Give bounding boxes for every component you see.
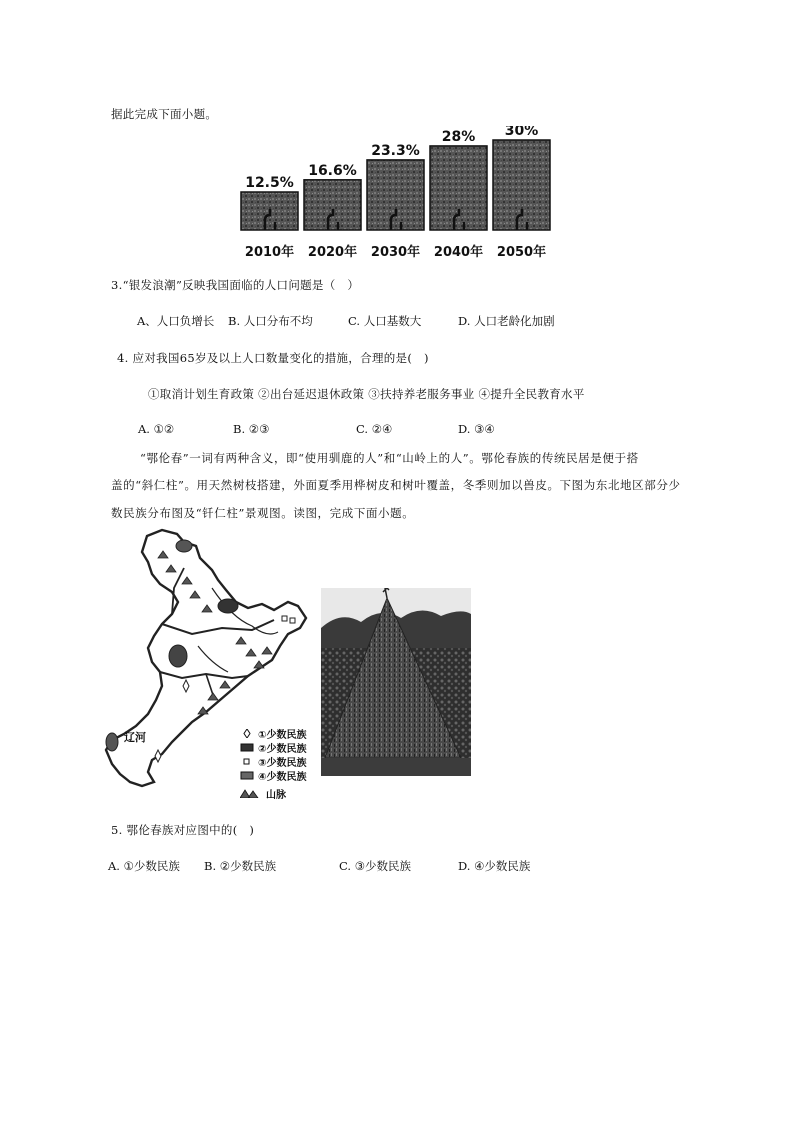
q5-option-d[interactable]: D. ④少数民族 (458, 859, 531, 873)
bar-2050年 (493, 140, 550, 230)
legend-item-5 (240, 786, 286, 801)
value-label: 12.5% (245, 175, 294, 191)
aging-population-chart (236, 126, 556, 266)
passage-line-3: 数民族分布图及“钎仁柱”景观图。读图，完成下面小题。 (111, 506, 415, 520)
mid-fill-icon (240, 771, 254, 780)
chart-svg (236, 126, 556, 266)
q4-option-c[interactable]: C. ②④ (356, 422, 393, 436)
intro-line: 据此完成下面小题。 (111, 107, 218, 121)
mountain-icon (240, 789, 262, 798)
legend-label-3: ③少数民族 (258, 758, 307, 769)
q5-stem: 5. 鄂伦春族对应图中的( ) (111, 823, 255, 837)
category-label: 2030年 (370, 245, 421, 260)
bar-2020年 (304, 180, 361, 230)
q4-measures: ①取消计划生育政策 ②出台延迟退休政策 ③扶持养老服务事业 ④提升全民教育水平 (148, 387, 585, 401)
bar-2040年 (430, 146, 487, 230)
legend-label-2: ②少数民族 (258, 744, 307, 755)
q3-option-d[interactable]: D. 人口老龄化加剧 (458, 314, 555, 328)
bar-2030年 (367, 160, 424, 230)
q3-option-b[interactable]: B. 人口分布不均 (228, 314, 313, 328)
legend-item-3 (240, 754, 306, 769)
q5-option-a[interactable]: A. ①少数民族 (108, 859, 180, 873)
map-legend (240, 726, 320, 806)
value-label: 23.3% (371, 142, 420, 159)
category-label: 2040年 (433, 245, 484, 260)
value-label: 30% (504, 126, 539, 139)
legend-item-1 (240, 726, 306, 741)
tent-illustration (321, 588, 471, 776)
category-label: 2020年 (307, 245, 358, 260)
diamond-icon (240, 729, 254, 738)
category-label: 2010年 (244, 245, 295, 260)
q3-option-a[interactable]: A、人口负增长 (137, 314, 215, 328)
river-label: 辽河 (124, 731, 146, 744)
legend-label-4: ④少数民族 (258, 772, 307, 783)
xierenzhu-photo (321, 588, 471, 776)
q5-option-b[interactable]: B. ②少数民族 (204, 859, 277, 873)
legend-label-5: 山脉 (266, 790, 286, 801)
q3-stem: 3.“银发浪潮”反映我国面临的人口问题是（ ） (111, 278, 360, 292)
q3-option-c[interactable]: C. 人口基数大 (348, 314, 422, 328)
passage-line-2: 盖的“斜仁柱”。用天然树枝搭建，外面夏季用桦树皮和树叶覆盖，冬季则加以兽皮。下图为东北地区部分少 (111, 478, 681, 492)
q4-option-d[interactable]: D. ③④ (458, 422, 495, 436)
dark-fill-icon (240, 743, 254, 752)
q4-stem: 4. 应对我国65岁及以上人口数量变化的措施，合理的是( ) (117, 351, 429, 365)
q4-option-b[interactable]: B. ②③ (233, 422, 270, 436)
legend-label-1: ①少数民族 (258, 730, 307, 741)
legend-item-2 (240, 740, 306, 755)
category-label: 2050年 (496, 245, 547, 260)
q5-option-c[interactable]: C. ③少数民族 (339, 859, 412, 873)
value-label: 28% (441, 128, 476, 145)
square-icon (240, 757, 254, 766)
passage-line-1: “鄂伦春”一词有两种含义，即“使用驯鹿的人”和“山岭上的人”。鄂伦春族的传统民居是便于搭 (140, 451, 639, 465)
legend-item-4 (240, 768, 306, 783)
value-label: 16.6% (308, 162, 357, 179)
q4-option-a[interactable]: A. ①② (138, 422, 175, 436)
